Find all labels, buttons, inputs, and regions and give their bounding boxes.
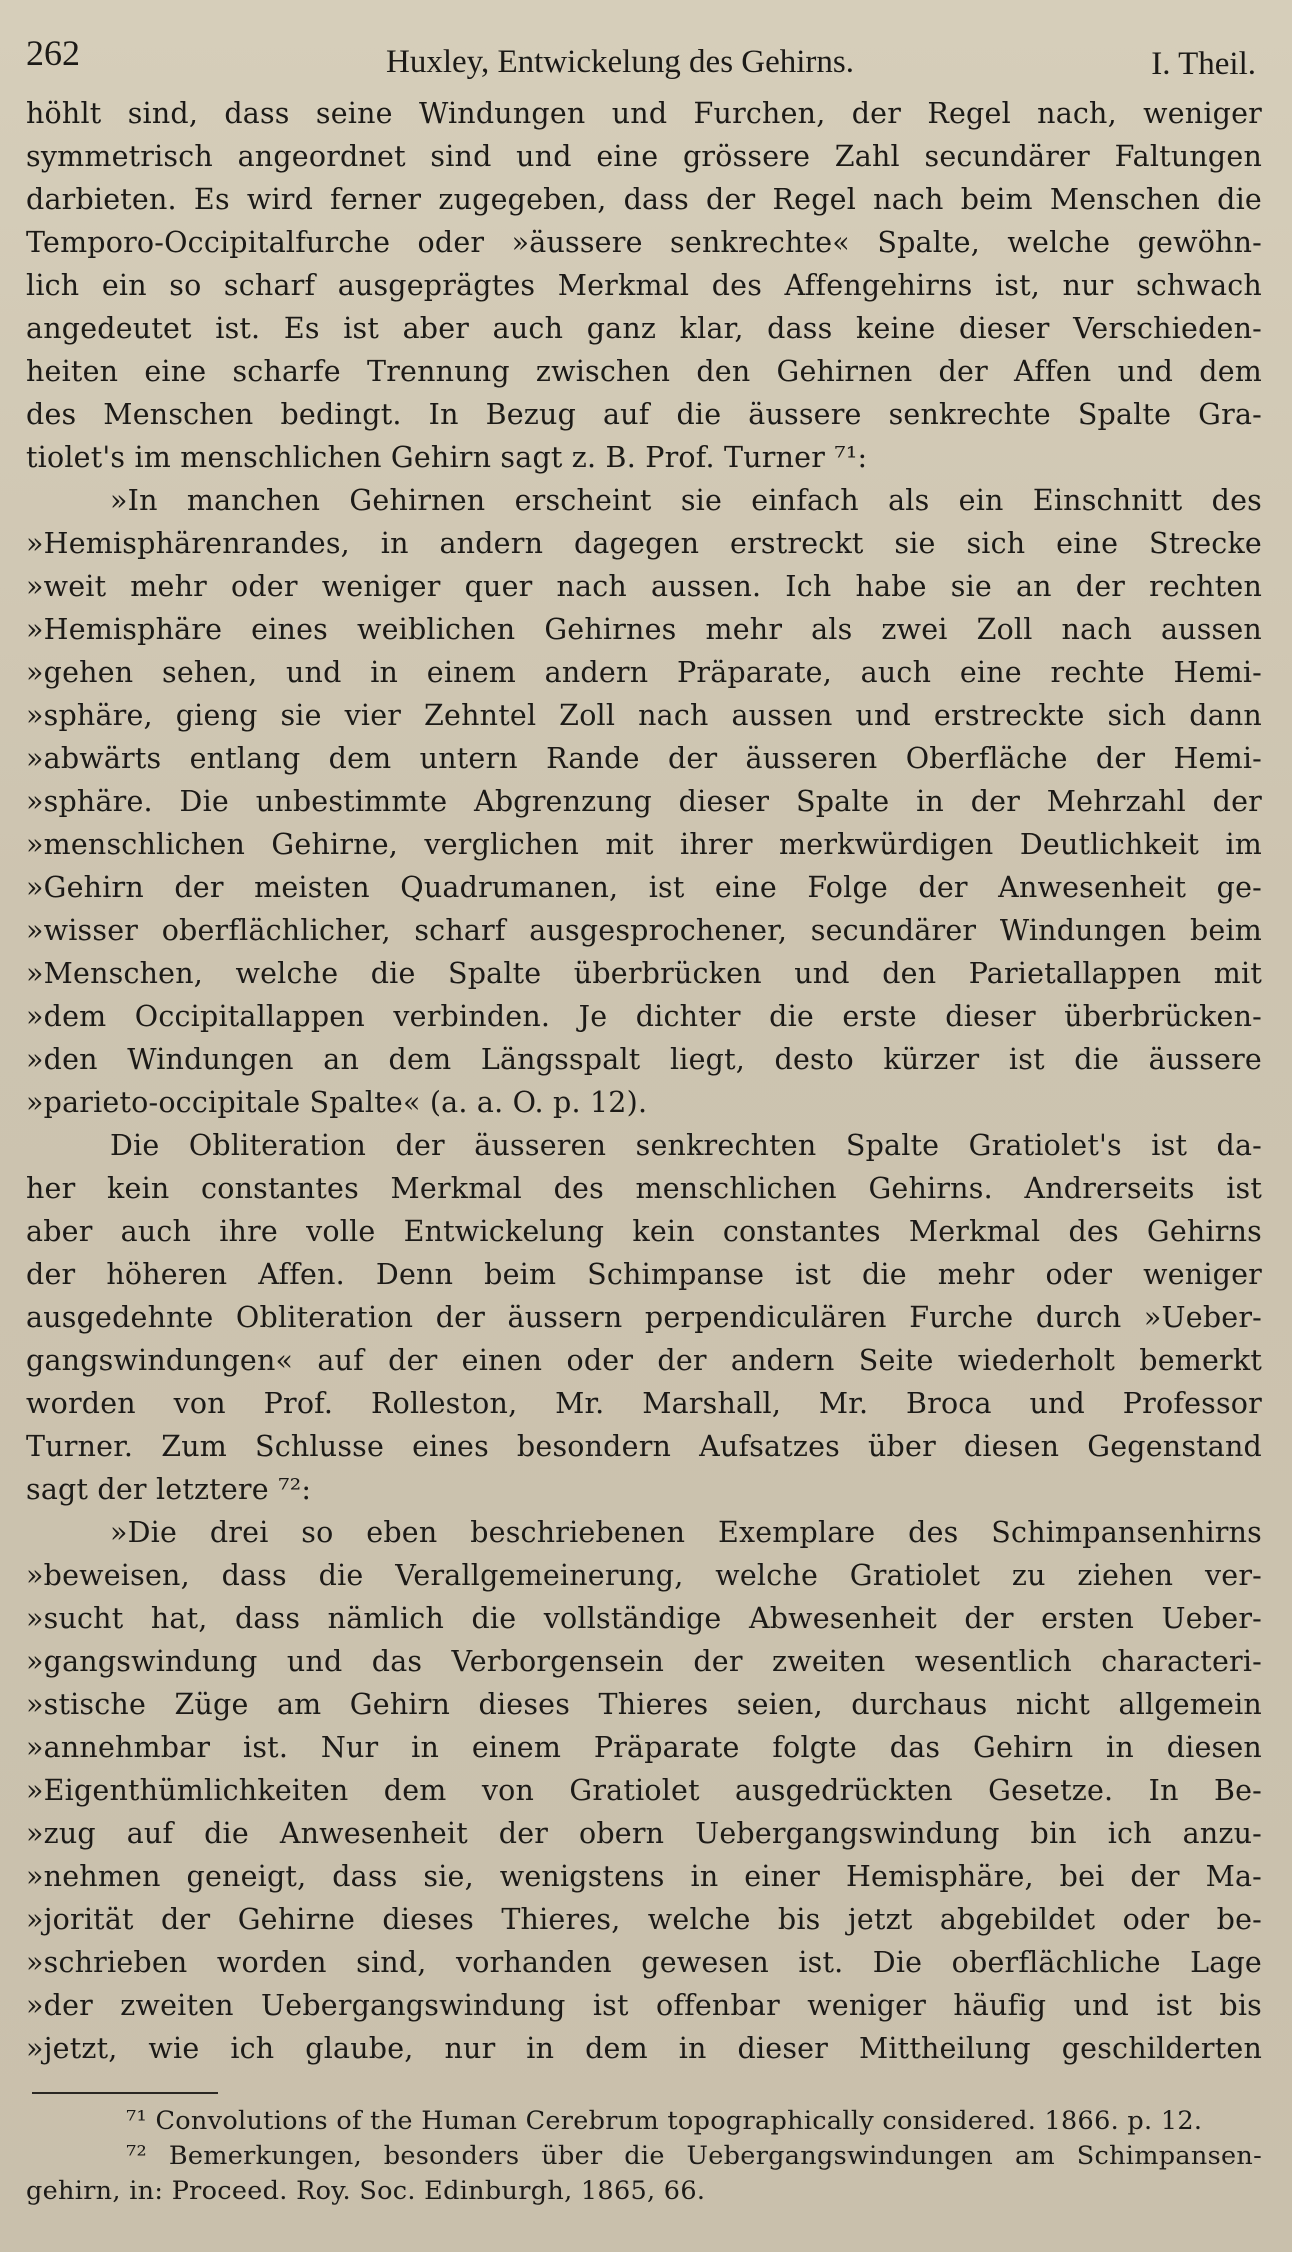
text-line: »parieto-occipitale Spalte« (a. a. O. p. 12). bbox=[26, 1086, 648, 1119]
footnote-line: gehirn, in: Proceed. Roy. Soc. Edinburgh, 1865, 66. bbox=[26, 2176, 706, 2206]
text-line: angedeutet ist. Es ist aber auch ganz klar, dass keine dieser Verschieden- bbox=[26, 312, 1262, 345]
text-line: »sucht hat, dass nämlich die vollständige Abwesenheit der ersten Ueber- bbox=[26, 1602, 1262, 1635]
text-line: »Die drei so eben beschriebenen Exemplare des Schimpansenhirns bbox=[110, 1516, 1262, 1549]
part-label: I. Theil. bbox=[1151, 46, 1256, 82]
text-line: »menschlichen Gehirne, verglichen mit ihrer merkwürdigen Deutlichkeit im bbox=[26, 828, 1262, 861]
footnotes bbox=[26, 2104, 1262, 2209]
text-line: »Hemisphärenrandes, in andern dagegen erstreckt sie sich eine Strecke bbox=[26, 527, 1262, 560]
text-line: heiten eine scharfe Trennung zwischen den Gehirnen der Affen und dem bbox=[26, 355, 1262, 388]
text-line: »abwärts entlang dem untern Rande der äusseren Oberfläche der Hemi- bbox=[26, 742, 1262, 775]
body-text bbox=[26, 92, 1262, 2070]
text-line: »Gehirn der meisten Quadrumanen, ist eine Folge der Anwesenheit ge- bbox=[26, 871, 1262, 904]
text-line: her kein constantes Merkmal des menschlichen Gehirns. Andrerseits ist bbox=[26, 1172, 1262, 1205]
running-title: Huxley, Entwickelung des Gehirns. bbox=[386, 44, 855, 80]
text-line: des Menschen bedingt. In Bezug auf die äussere senkrechte Spalte Gra- bbox=[26, 398, 1262, 431]
text-line: »gehen sehen, und in einem andern Präparate, auch eine rechte Hemi- bbox=[26, 656, 1262, 689]
text-line: »den Windungen an dem Längsspalt liegt, desto kürzer ist die äussere bbox=[26, 1043, 1262, 1076]
text-line: der höheren Affen. Denn beim Schimpanse ist die mehr oder weniger bbox=[26, 1258, 1262, 1291]
text-line: sagt der letztere ⁷²: bbox=[26, 1473, 312, 1506]
text-line: »In manchen Gehirnen erscheint sie einfach als ein Einschnitt des bbox=[110, 484, 1262, 517]
text-line: Die Obliteration der äusseren senkrechten Spalte Gratiolet's ist da- bbox=[110, 1129, 1262, 1162]
text-line: »wisser oberflächlicher, scharf ausgesprochener, secundärer Windungen beim bbox=[26, 914, 1262, 947]
text-line: »jorität der Gehirne dieses Thieres, welche bis jetzt abgebildet oder be- bbox=[26, 1903, 1262, 1936]
text-line: lich ein so scharf ausgeprägtes Merkmal des Affengehirns ist, nur schwach bbox=[26, 269, 1262, 302]
text-line: »stische Züge am Gehirn dieses Thieres seien, durchaus nicht allgemein bbox=[26, 1688, 1262, 1721]
page-number: 262 bbox=[26, 33, 80, 73]
text-line: »sphäre. Die unbestimmte Abgrenzung dieser Spalte in der Mehrzahl der bbox=[26, 785, 1262, 818]
text-line: höhlt sind, dass seine Windungen und Furchen, der Regel nach, weniger bbox=[26, 97, 1262, 130]
text-line: »weit mehr oder weniger quer nach aussen. Ich habe sie an der rechten bbox=[26, 570, 1262, 603]
text-line: »Menschen, welche die Spalte überbrücken und den Parietallappen mit bbox=[26, 957, 1262, 990]
text-line: »Eigenthümlichkeiten dem von Gratiolet ausgedrückten Gesetze. In Be- bbox=[26, 1774, 1262, 1807]
text-line: Temporo-Occipitalfurche oder »äussere senkrechte« Spalte, welche gewöhn- bbox=[26, 226, 1262, 259]
text-line: aber auch ihre volle Entwickelung kein constantes Merkmal des Gehirns bbox=[26, 1215, 1262, 1248]
text-line: »annehmbar ist. Nur in einem Präparate folgte das Gehirn in diesen bbox=[26, 1731, 1262, 1764]
text-line: »gangswindung und das Verborgensein der zweiten wesentlich characteri- bbox=[26, 1645, 1262, 1678]
footnote-line: ⁷² Bemerkungen, besonders über die Uebergangswindungen am Schimpansen- bbox=[126, 2141, 1262, 2171]
text-line: »schrieben worden sind, vorhanden gewesen ist. Die oberflächliche Lage bbox=[26, 1946, 1262, 1979]
text-line: Turner. Zum Schlusse eines besondern Aufsatzes über diesen Gegenstand bbox=[26, 1430, 1262, 1463]
text-line: »Hemisphäre eines weiblichen Gehirnes mehr als zwei Zoll nach aussen bbox=[26, 613, 1262, 646]
footnote-divider bbox=[32, 2092, 218, 2094]
text-line: darbieten. Es wird ferner zugegeben, dass der Regel nach beim Menschen die bbox=[26, 183, 1262, 216]
text-line: symmetrisch angeordnet sind und eine grössere Zahl secundärer Faltungen bbox=[26, 140, 1262, 173]
text-line: »jetzt, wie ich glaube, nur in dem in dieser Mittheilung geschilderten bbox=[26, 2032, 1262, 2065]
text-line: tiolet's im menschlichen Gehirn sagt z. B. Prof. Turner ⁷¹: bbox=[26, 441, 868, 474]
text-line: »zug auf die Anwesenheit der obern Uebergangswindung bin ich anzu- bbox=[26, 1817, 1262, 1850]
text-line: »dem Occipitallappen verbinden. Je dichter die erste dieser überbrücken- bbox=[26, 1000, 1262, 1033]
text-line: worden von Prof. Rolleston, Mr. Marshall, Mr. Broca und Professor bbox=[26, 1387, 1262, 1420]
text-line: »nehmen geneigt, dass sie, wenigstens in einer Hemisphäre, bei der Ma- bbox=[26, 1860, 1262, 1893]
text-line: »beweisen, dass die Verallgemeinerung, welche Gratiolet zu ziehen ver- bbox=[26, 1559, 1262, 1592]
page-header bbox=[26, 28, 1262, 92]
text-line: »sphäre, gieng sie vier Zehntel Zoll nach aussen und erstreckte sich dann bbox=[26, 699, 1262, 732]
text-line: »der zweiten Uebergangswindung ist offenbar weniger häufig und ist bis bbox=[26, 1989, 1262, 2022]
text-line: gangswindungen« auf der einen oder der andern Seite wiederholt bemerkt bbox=[26, 1344, 1262, 1377]
text-line: ausgedehnte Obliteration der äussern perpendiculären Furche durch »Ueber- bbox=[26, 1301, 1262, 1334]
footnote-line: ⁷¹ Convolutions of the Human Cerebrum topographically considered. 1866. p. 12. bbox=[126, 2106, 1203, 2136]
